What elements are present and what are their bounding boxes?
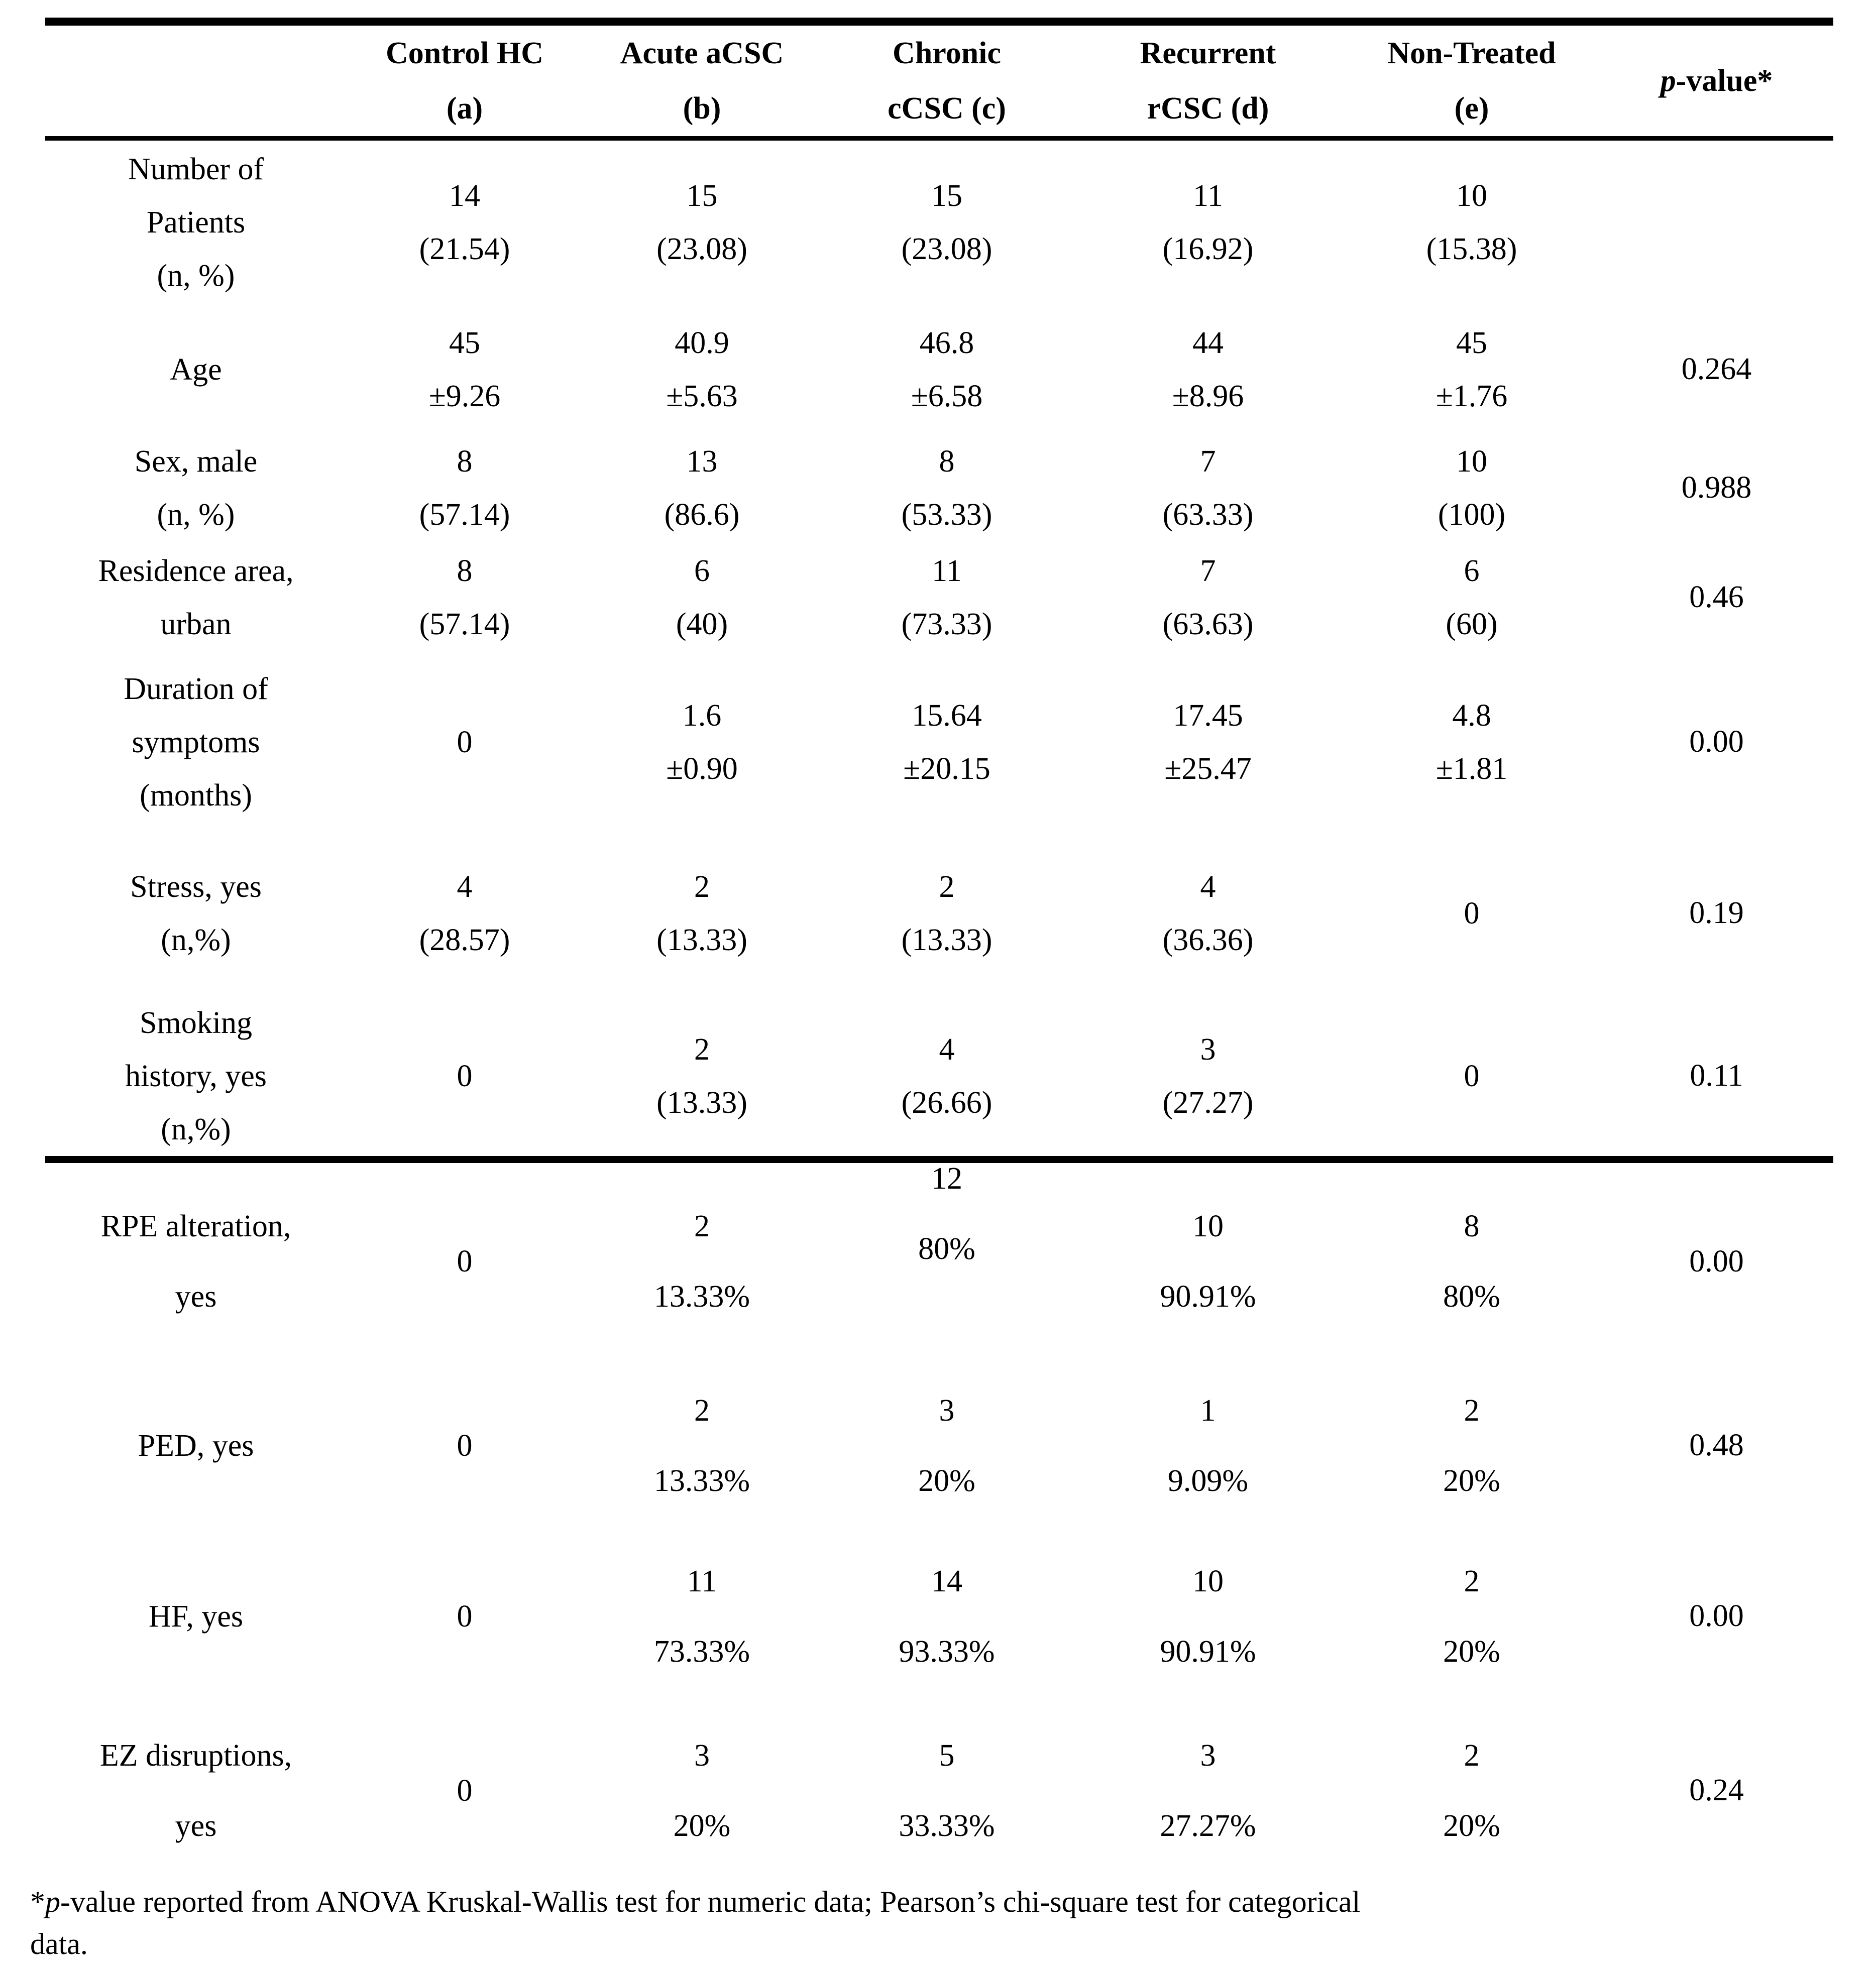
pvalue-cell bbox=[1600, 1531, 1833, 1702]
footnote-text: -value reported from ANOVA Kruskal-Wallis test for numeric data; Pearson’s chi-square test for categorical bbox=[60, 1885, 1361, 1918]
text-line: 0 bbox=[457, 1773, 473, 1808]
cell bbox=[1072, 996, 1344, 1160]
text-line: 0.19 bbox=[1689, 896, 1744, 930]
cell bbox=[583, 996, 821, 1160]
cell bbox=[583, 1360, 821, 1531]
text-line: 93.33% bbox=[899, 1634, 995, 1669]
header-row bbox=[45, 22, 1833, 139]
text-line: ±6.58 bbox=[911, 379, 983, 413]
cell bbox=[1344, 304, 1600, 435]
text-line: Residence area, bbox=[98, 553, 294, 588]
cell bbox=[821, 996, 1072, 1160]
text-line: 0 bbox=[457, 1059, 473, 1093]
cell bbox=[1072, 541, 1344, 654]
text-line: (n, %) bbox=[157, 497, 235, 532]
text-line: 20% bbox=[673, 1808, 731, 1843]
text-line: 1.6 bbox=[682, 698, 722, 733]
text-line: 20% bbox=[918, 1463, 975, 1498]
cell bbox=[583, 1160, 821, 1360]
cell bbox=[1344, 831, 1600, 996]
text-line: 0.264 bbox=[1681, 352, 1752, 386]
col-header-control bbox=[347, 22, 583, 139]
table-row-stress bbox=[45, 831, 1833, 996]
text-line: 13.33% bbox=[653, 1280, 750, 1314]
cell bbox=[1344, 541, 1600, 654]
text-line: (28.57) bbox=[419, 922, 510, 957]
text-line: 0 bbox=[1464, 1059, 1480, 1093]
text-line: ±1.81 bbox=[1436, 751, 1508, 786]
text-line: 2 bbox=[694, 1393, 710, 1428]
text-line: 15 bbox=[686, 178, 718, 213]
cell bbox=[1072, 435, 1344, 541]
pvalue-cell bbox=[1600, 435, 1833, 541]
pvalue-cell bbox=[1600, 654, 1833, 831]
cell bbox=[1344, 1360, 1600, 1531]
table-row-number-of-patients bbox=[45, 139, 1833, 304]
text-line: (15.38) bbox=[1426, 232, 1517, 266]
pvalue-cell bbox=[1600, 831, 1833, 996]
text-line: ±0.90 bbox=[666, 751, 738, 786]
text-line: -value* bbox=[1676, 64, 1773, 98]
text-line: (e) bbox=[1454, 91, 1489, 126]
col-header-recurrent bbox=[1072, 22, 1344, 139]
text-line: 0.48 bbox=[1689, 1428, 1744, 1462]
text-line: history, yes bbox=[125, 1059, 267, 1093]
text-line: 0.24 bbox=[1689, 1773, 1744, 1807]
text-line: ±5.63 bbox=[666, 379, 738, 413]
text-line: (13.33) bbox=[901, 922, 992, 957]
text-line: Sex, male bbox=[134, 444, 258, 479]
text-line: 46.8 bbox=[919, 325, 974, 360]
pvalue-cell bbox=[1600, 541, 1833, 654]
col-header-nontreated bbox=[1344, 22, 1600, 139]
text-line: 3 bbox=[1200, 1032, 1216, 1067]
pvalue-cell bbox=[1600, 1360, 1833, 1531]
text-line: 8 bbox=[457, 553, 473, 588]
text-line: 0.46 bbox=[1689, 580, 1744, 614]
footnote-p: p bbox=[45, 1885, 60, 1918]
cell bbox=[583, 654, 821, 831]
cell bbox=[1072, 1160, 1344, 1360]
text-line: 2 bbox=[939, 869, 955, 904]
text-line: 40.9 bbox=[675, 325, 729, 360]
text-line: 11 bbox=[1193, 178, 1223, 213]
text-line: 4 bbox=[939, 1032, 955, 1067]
text-line: 11 bbox=[932, 553, 962, 588]
table-row-duration-of-symptoms bbox=[45, 654, 1833, 831]
cell bbox=[347, 1531, 583, 1702]
text-line: 73.33% bbox=[653, 1634, 750, 1669]
pvalue-cell bbox=[1600, 139, 1833, 304]
table-row-smoking-history bbox=[45, 996, 1833, 1160]
text-line: RPE alteration, bbox=[100, 1209, 291, 1243]
text-line: 3 bbox=[939, 1393, 955, 1428]
cell bbox=[1344, 139, 1600, 304]
cell bbox=[1072, 654, 1344, 831]
text-line: 0 bbox=[457, 725, 473, 759]
text-line: 20% bbox=[1443, 1634, 1500, 1669]
text-line: (b) bbox=[683, 91, 721, 126]
row-label bbox=[45, 654, 347, 831]
text-line: 6 bbox=[694, 553, 710, 588]
cell bbox=[347, 1360, 583, 1531]
text-line: 80% bbox=[918, 1232, 975, 1266]
text-line: 0.00 bbox=[1689, 725, 1744, 759]
text-line: (57.14) bbox=[419, 607, 510, 641]
cell bbox=[821, 304, 1072, 435]
footnote-text-line2: data. bbox=[30, 1927, 88, 1960]
text-line: 20% bbox=[1443, 1463, 1500, 1498]
cell bbox=[821, 831, 1072, 996]
cell bbox=[821, 139, 1072, 304]
text-line: 3 bbox=[694, 1738, 710, 1773]
text-line: (a) bbox=[446, 91, 483, 126]
pvalue-cell bbox=[1600, 1702, 1833, 1880]
text-line: Patients bbox=[146, 205, 246, 240]
cell bbox=[347, 996, 583, 1160]
text-line: 10 bbox=[1192, 1209, 1224, 1243]
table-row-sex-male bbox=[45, 435, 1833, 541]
cell bbox=[1072, 1531, 1344, 1702]
pvalue-cell bbox=[1600, 996, 1833, 1160]
text-line: 20% bbox=[1443, 1808, 1500, 1843]
cell bbox=[821, 654, 1072, 831]
text-line: 15 bbox=[931, 178, 962, 213]
text-line: Control HC bbox=[385, 36, 544, 70]
text-line: 0 bbox=[457, 1428, 473, 1463]
cell bbox=[347, 654, 583, 831]
text-line: Duration of bbox=[124, 671, 268, 706]
row-label bbox=[45, 1160, 347, 1360]
pvalue-cell bbox=[1600, 1160, 1833, 1360]
text-line: PED, yes bbox=[138, 1428, 254, 1463]
cell bbox=[347, 1160, 583, 1360]
cell bbox=[1072, 304, 1344, 435]
text-line: yes bbox=[175, 1280, 217, 1314]
col-header-acute bbox=[583, 22, 821, 139]
text-line: 2 bbox=[694, 869, 710, 904]
text-line: urban bbox=[160, 607, 232, 641]
text-line: 9.09% bbox=[1167, 1463, 1249, 1498]
row-label bbox=[45, 1531, 347, 1702]
text-line: Stress, yes bbox=[130, 869, 262, 904]
cell bbox=[821, 1702, 1072, 1880]
text-line: (n,%) bbox=[161, 1112, 231, 1146]
text-line: 10 bbox=[1192, 1564, 1224, 1598]
text-line: (60) bbox=[1446, 607, 1498, 641]
col-header-pvalue bbox=[1600, 22, 1833, 139]
text-line: symptoms bbox=[132, 725, 260, 759]
text-line: EZ disruptions, bbox=[99, 1738, 292, 1773]
text-line: 33.33% bbox=[899, 1808, 995, 1843]
text-line: 2 bbox=[1464, 1564, 1480, 1598]
row-label bbox=[45, 435, 347, 541]
text-line: 15.64 bbox=[912, 698, 982, 733]
text-line: Age bbox=[170, 352, 222, 387]
table-row-rpe-alteration bbox=[45, 1160, 1833, 1360]
text-line: 14 bbox=[449, 178, 480, 213]
text-line: (57.14) bbox=[419, 497, 510, 532]
cell bbox=[1072, 831, 1344, 996]
corner-cell bbox=[45, 22, 347, 139]
text-line: p bbox=[1660, 64, 1676, 98]
text-line: Recurrent bbox=[1140, 36, 1276, 70]
cell bbox=[583, 541, 821, 654]
text-line: cCSC (c) bbox=[888, 91, 1006, 126]
cell bbox=[583, 139, 821, 304]
row-label bbox=[45, 541, 347, 654]
text-line: 13.33% bbox=[653, 1463, 750, 1498]
cell bbox=[583, 435, 821, 541]
text-line: 14 bbox=[931, 1564, 962, 1598]
text-line: rCSC (d) bbox=[1147, 91, 1269, 126]
text-line: (13.33) bbox=[656, 1085, 747, 1120]
text-line: Acute aCSC bbox=[620, 36, 784, 70]
text-line: 2 bbox=[694, 1209, 710, 1243]
cell bbox=[1344, 1531, 1600, 1702]
text-line: ±1.76 bbox=[1436, 379, 1508, 413]
text-line: (27.27) bbox=[1162, 1085, 1254, 1120]
row-label bbox=[45, 1702, 347, 1880]
cell bbox=[583, 1531, 821, 1702]
table-row-residence-area bbox=[45, 541, 1833, 654]
text-line: HF, yes bbox=[149, 1599, 243, 1634]
text-line: 11 bbox=[687, 1564, 717, 1598]
cell bbox=[1344, 996, 1600, 1160]
cell bbox=[821, 541, 1072, 654]
table-row-age bbox=[45, 304, 1833, 435]
text-line: 8 bbox=[457, 444, 473, 479]
text-line: 4 bbox=[1200, 869, 1216, 904]
text-line: (16.92) bbox=[1162, 232, 1254, 266]
text-line: 1 bbox=[1200, 1393, 1216, 1428]
text-line: 0 bbox=[457, 1244, 473, 1279]
text-line: 4 bbox=[457, 869, 473, 904]
cell bbox=[1072, 1360, 1344, 1531]
text-line: ±9.26 bbox=[428, 379, 501, 413]
text-line: (40) bbox=[676, 607, 728, 641]
cell bbox=[1072, 139, 1344, 304]
table-row-ped bbox=[45, 1360, 1833, 1531]
text-line: 10 bbox=[1456, 444, 1487, 479]
text-line: (53.33) bbox=[901, 497, 992, 532]
text-line: 12 bbox=[931, 1162, 962, 1196]
text-line: (23.08) bbox=[656, 232, 747, 266]
text-line: Smoking bbox=[140, 1005, 252, 1040]
cell bbox=[821, 1531, 1072, 1702]
col-header-chronic bbox=[821, 22, 1072, 139]
text-line: 0.00 bbox=[1689, 1244, 1744, 1279]
pvalue-cell bbox=[1600, 304, 1833, 435]
text-line: 6 bbox=[1464, 553, 1480, 588]
text-line: ±20.15 bbox=[903, 751, 990, 786]
text-line: ±25.47 bbox=[1164, 751, 1252, 786]
text-line: 13 bbox=[686, 444, 718, 479]
text-line: 5 bbox=[939, 1738, 955, 1773]
cell bbox=[1344, 654, 1600, 831]
text-line: (months) bbox=[140, 778, 252, 813]
text-line: 7 bbox=[1200, 553, 1216, 588]
text-line: 17.45 bbox=[1173, 698, 1243, 733]
text-line: 0.988 bbox=[1681, 471, 1752, 505]
patient-characteristics-table bbox=[45, 18, 1833, 1880]
text-line: 0 bbox=[1464, 896, 1480, 931]
text-line: (73.33) bbox=[901, 607, 992, 641]
text-line: 8 bbox=[939, 444, 955, 479]
text-line: (100) bbox=[1438, 497, 1506, 532]
cell bbox=[347, 304, 583, 435]
cell bbox=[347, 541, 583, 654]
text-line: 90.91% bbox=[1160, 1634, 1256, 1669]
text-line: (26.66) bbox=[901, 1085, 992, 1120]
text-line: 80% bbox=[1443, 1280, 1500, 1314]
table-row-hf bbox=[45, 1531, 1833, 1702]
text-line: (36.36) bbox=[1162, 922, 1254, 957]
cell bbox=[583, 831, 821, 996]
text-line: Chronic bbox=[893, 36, 1001, 70]
cell bbox=[347, 831, 583, 996]
text-line: (13.33) bbox=[656, 922, 747, 957]
cell bbox=[583, 304, 821, 435]
text-line: ±8.96 bbox=[1172, 379, 1244, 413]
row-label bbox=[45, 831, 347, 996]
text-line: 2 bbox=[694, 1032, 710, 1067]
text-line: Non-Treated bbox=[1387, 36, 1556, 70]
text-line: 4.8 bbox=[1452, 698, 1491, 733]
text-line: (86.6) bbox=[664, 497, 740, 532]
text-line: 2 bbox=[1464, 1738, 1480, 1773]
row-label bbox=[45, 996, 347, 1160]
cell bbox=[347, 1702, 583, 1880]
text-line: 90.91% bbox=[1160, 1280, 1256, 1314]
cell bbox=[1072, 1702, 1344, 1880]
cell bbox=[821, 435, 1072, 541]
cell bbox=[821, 1160, 1072, 1360]
cell bbox=[347, 435, 583, 541]
footnote-asterisk: * bbox=[30, 1885, 45, 1918]
text-line: 0 bbox=[457, 1599, 473, 1634]
cell bbox=[1344, 435, 1600, 541]
text-line: 3 bbox=[1200, 1738, 1216, 1773]
row-label bbox=[45, 304, 347, 435]
cell bbox=[347, 139, 583, 304]
cell bbox=[821, 1360, 1072, 1531]
cell bbox=[1344, 1160, 1600, 1360]
text-line: (23.08) bbox=[901, 232, 992, 266]
text-line: 2 bbox=[1464, 1393, 1480, 1428]
row-label bbox=[45, 1360, 347, 1531]
row-label bbox=[45, 139, 347, 304]
text-line: (n,%) bbox=[161, 922, 231, 957]
cell bbox=[583, 1702, 821, 1880]
text-line: 8 bbox=[1464, 1209, 1480, 1243]
text-line: (21.54) bbox=[419, 232, 510, 266]
cell bbox=[1344, 1702, 1600, 1880]
text-line: 45 bbox=[449, 325, 480, 360]
text-line: (63.63) bbox=[1162, 607, 1254, 641]
text-line: (63.33) bbox=[1162, 497, 1254, 532]
text-line: yes bbox=[175, 1808, 217, 1843]
table-row-ez-disruptions bbox=[45, 1702, 1833, 1880]
text-line: Number of bbox=[128, 152, 264, 186]
text-line: 0.00 bbox=[1689, 1599, 1744, 1633]
text-line: 0.11 bbox=[1690, 1059, 1743, 1093]
text-line: 45 bbox=[1456, 325, 1487, 360]
text-line: 27.27% bbox=[1160, 1808, 1256, 1843]
text-line: (n, %) bbox=[157, 258, 235, 293]
text-line: 44 bbox=[1192, 325, 1224, 360]
text-line: 10 bbox=[1456, 178, 1487, 213]
text-line: 7 bbox=[1200, 444, 1216, 479]
